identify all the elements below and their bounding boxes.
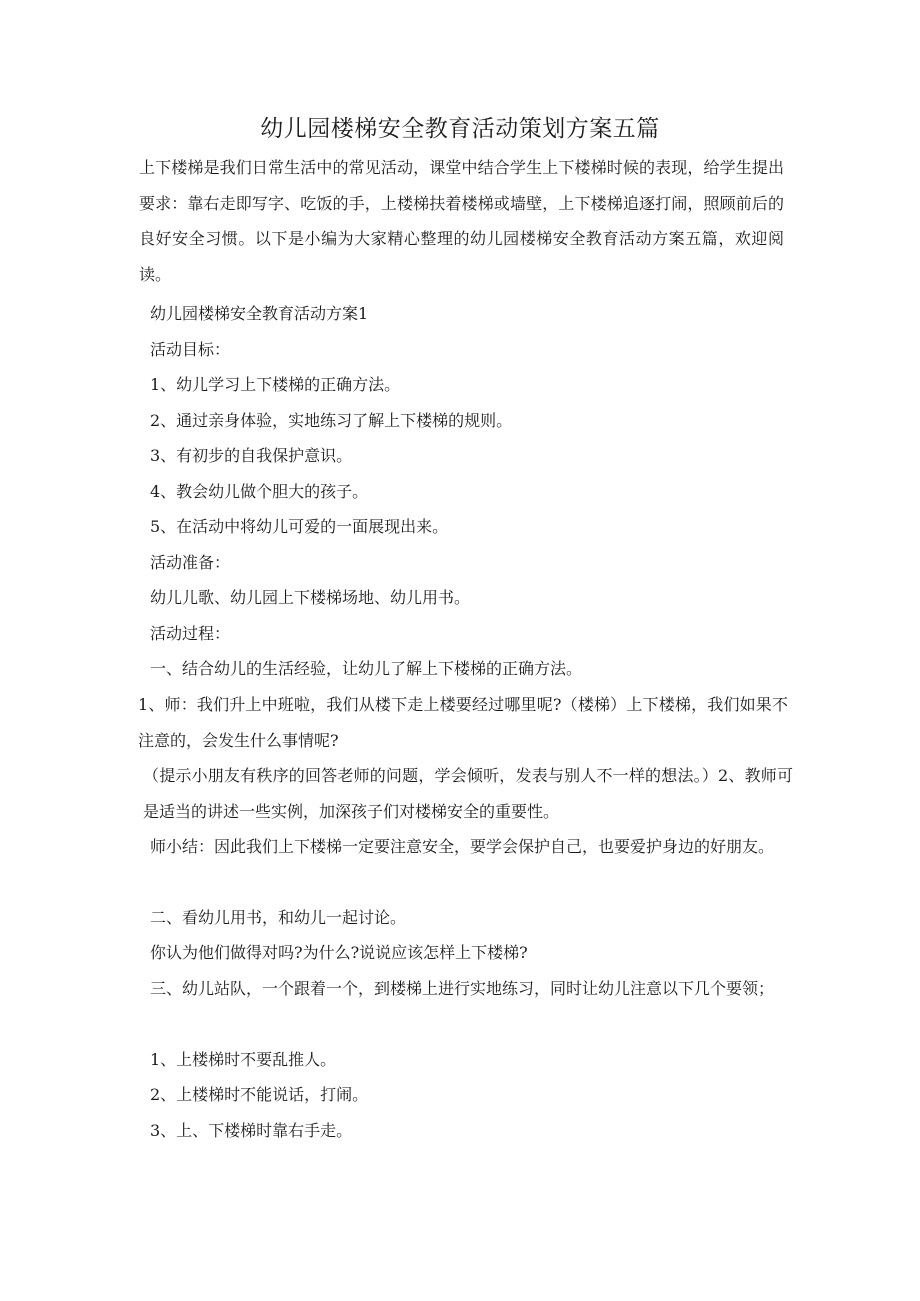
process-step-3: 三、幼儿站队，一个跟着一个，到楼梯上进行实地练习，同时让幼儿注意以下几个要领； <box>150 979 775 998</box>
process-step-1: 一、结合幼儿的生活经验，让幼儿了解上下楼梯的正确方法。 <box>150 659 583 678</box>
rule-item-3: 3、上、下楼梯时靠右手走。 <box>150 1121 353 1140</box>
document-title: 幼儿园楼梯安全教育活动策划方案五篇 <box>260 116 660 142</box>
preparation-text: 幼儿儿歌、幼儿园上下楼梯场地、幼儿用书。 <box>150 588 471 607</box>
rule-item-2: 2、上楼梯时不能说话，打闹。 <box>150 1085 369 1104</box>
process-step-1-detail: 1、师：我们升上中班啦，我们从楼下走上楼要经过哪里呢?（楼梯）上下楼梯，我们如果不注意的，会发生什么事情呢? <box>138 695 788 750</box>
intro-paragraph: 上下楼梯是我们日常生活中的常见活动，课堂中结合学生上下楼梯时候的表现，给学生提出要求：靠右走即写字、吃饭的手，上楼梯扶着楼梯或墙壁，上下楼梯追逐打闹，照顾前后的良好安全习惯。以下是小编为大家精心整理的幼儿园楼梯安全教育活动方案五篇，欢迎阅读。 <box>139 158 784 284</box>
heading-activity-preparation: 活动准备： <box>150 553 231 572</box>
goal-item-4: 4、教会幼儿做个胆大的孩子。 <box>150 482 369 501</box>
heading-activity-process: 活动过程： <box>150 624 231 643</box>
goal-item-2: 2、通过亲身体验，实地练习了解上下楼梯的规则。 <box>150 411 513 430</box>
section-heading-plan-1: 幼儿园楼梯安全教育活动方案1 <box>150 304 369 323</box>
heading-activity-goals: 活动目标： <box>150 340 231 359</box>
process-step-1-note: （提示小朋友有秩序的回答老师的问题，学会倾听，发表与别人不一样的想法。）2、教师可是适当的讲述一些实例，加深孩子们对楼梯安全的重要性。 <box>143 766 793 821</box>
discussion-question: 你认为他们做得对吗?为什么?说说应该怎样上下楼梯? <box>150 943 528 962</box>
rule-item-1: 1、上楼梯时不要乱推人。 <box>150 1050 337 1069</box>
goal-item-5: 5、在活动中将幼儿可爱的一面展现出来。 <box>150 517 449 536</box>
goal-item-3: 3、有初步的自我保护意识。 <box>150 446 353 465</box>
goal-item-1: 1、幼儿学习上下楼梯的正确方法。 <box>150 375 401 394</box>
process-step-2: 二、看幼儿用书，和幼儿一起讨论。 <box>150 908 407 927</box>
teacher-summary: 师小结：因此我们上下楼梯一定要注意安全，要学会保护自己，也要爱护身边的好朋友。 <box>150 837 775 856</box>
